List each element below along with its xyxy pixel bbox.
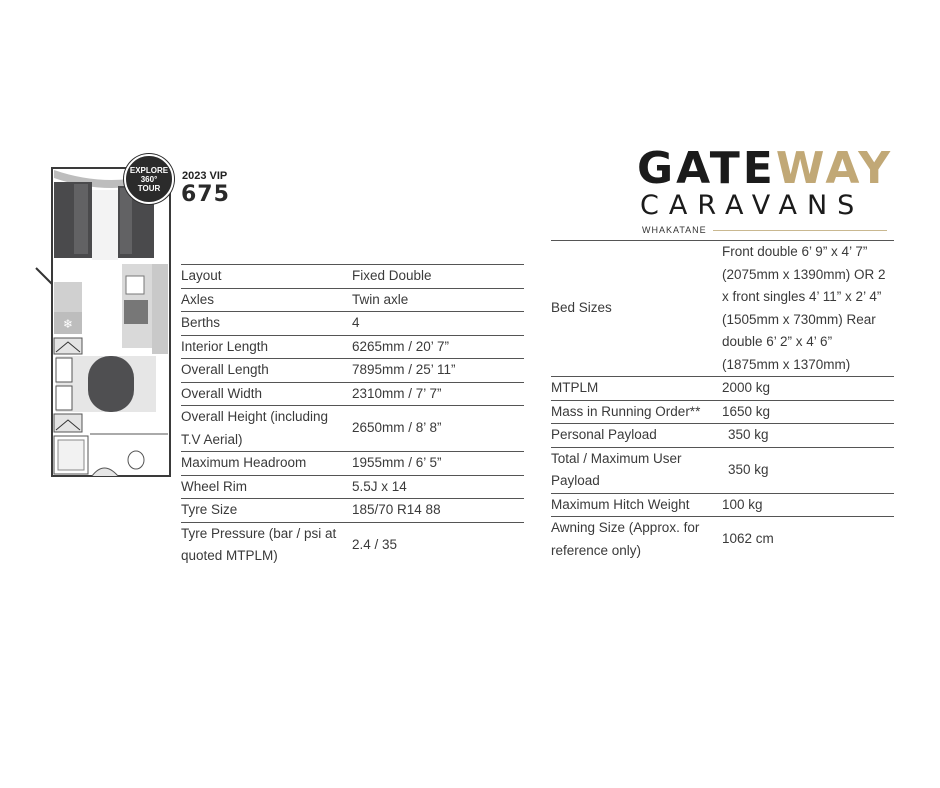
badge-line2: 360° [140,174,158,184]
spec-value: Twin axle [352,291,409,307]
table-row [551,424,894,448]
spec-value: 4 [352,315,360,330]
spec-label: Total / Maximum User Payload [551,450,682,488]
spec-value: 185/70 R14 88 [352,502,441,517]
spec-value: Fixed Double [352,268,432,283]
spec-label: Overall Length [181,362,269,377]
badge-line3: TOUR [137,183,161,193]
model-name: 675 [181,182,230,207]
table-row [181,335,524,359]
table-row [181,522,524,568]
spec-label: Overall Height (including T.V Aerial) [181,409,329,447]
logo-wordmark [637,142,893,196]
spec-value: 5.5J x 14 [352,478,407,494]
spec-value: 2.4 / 35 [352,536,398,552]
table-row [181,382,524,406]
spec-value: 1062 cm [722,531,774,547]
logo-word-gate: GATE [637,143,776,194]
logo-rule [713,230,887,231]
spec-label: Tyre Pressure (bar / psi at quoted MTPLM) [181,525,337,563]
badge-line1: EXPLORE [129,165,169,175]
table-row [181,288,524,312]
table-row [181,265,524,289]
spec-value: 1650 kg [722,403,771,419]
spec-value: 2310mm / 7’ 7” [352,385,442,401]
spec-value: Front double 6’ 9” x 4’ 7” (2075mm x 1390mm) OR 2 x front singles 4’ 11” x 2’ 4” (1505mm x 730mm) Rear double 6’ 2” x 4’ 6” (1875mm x 1370mm) [722,244,886,372]
table-row [181,499,524,523]
spec-label: Tyre Size [181,502,238,517]
spec-label: Maximum Headroom [181,455,307,470]
spec-label: Wheel Rim [181,478,248,494]
spec-label: Awning Size (Approx. for reference only) [551,520,700,558]
table-row [551,447,894,493]
spec-label: Bed Sizes [551,300,612,316]
spec-label: Overall Width [181,385,263,401]
spec-label: Mass in Running Order** [551,403,701,419]
table-row [551,241,894,377]
spec-value: 2650mm / 8’ 8” [352,420,442,436]
spec-label: Axles [181,291,215,307]
table-row [551,517,894,563]
table-row [181,475,524,499]
spec-label: Berths [181,315,221,330]
table-row [551,377,894,401]
floorplan-diagram [34,164,174,480]
spec-table-right [551,240,894,562]
table-row [181,452,524,476]
spec-label: Personal Payload [551,427,657,442]
table-row [551,400,894,424]
logo-word-caravans: CARAVANS [640,190,865,221]
spec-value: 2000 kg [722,380,771,395]
explore-360-tour-badge[interactable] [124,154,174,204]
spec-value: 100 kg [722,496,763,512]
spec-value: 7895mm / 25’ 11” [352,362,456,377]
table-row [181,406,524,452]
spec-value: 350 kg [728,427,769,442]
spec-value: 1955mm / 6’ 5” [352,455,442,470]
logo-word-way: WAY [775,143,894,194]
logo-location: WHAKATANE [642,225,707,235]
spec-label: Interior Length [181,338,269,354]
model-year: 2023 VIP [182,170,228,182]
svg-text:❄: ❄ [62,317,74,331]
spec-label: Maximum Hitch Weight [551,496,690,512]
table-row [181,359,524,383]
spec-label: Layout [181,268,222,283]
table-row [181,312,524,336]
table-row [551,493,894,517]
spec-value: 6265mm / 20’ 7” [352,338,450,354]
spec-table-left [181,264,524,568]
spec-value: 350 kg [728,461,769,477]
spec-label: MTPLM [551,380,599,395]
